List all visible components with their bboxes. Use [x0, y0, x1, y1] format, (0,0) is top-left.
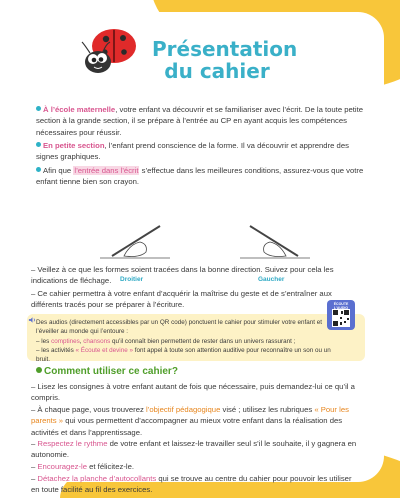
usage-item-1: – Lisez les consignes à votre enfant autant de fois que nécessaire, puis demandez-lui ce qu’il a compris.	[31, 382, 355, 403]
dash-item-2: – Ce cahier permettra à votre enfant d’acquérir la maîtrise du geste et de s’entraîner aux différents tracés pour se préparer à l’écriture.	[31, 289, 332, 310]
right-hand-diagram	[100, 220, 170, 270]
audio-listen: – les activités « Écoute et devine » font appel à toute son attention auditive pour reconnaître un son ou un bruit.	[36, 346, 331, 364]
ladybug-icon	[78, 22, 140, 80]
intro-item-2: En petite section, l’enfant prend conscience de la forme. Il va découvrir et apprendre des signes graphiques.	[36, 141, 349, 162]
qr-label: ÉCOUTE L'AUDIO	[333, 302, 349, 310]
usage-item-3: – Respectez le rythme de votre enfant et laissez-le travailler seul s’il le souhaite, il y gagnera en autonomie.	[31, 439, 357, 460]
bullet-icon	[36, 142, 41, 147]
dash-item-1: – Veillez à ce que les formes soient tracées dans la bonne direction. Suivez pour cela les indications de fléchage.	[31, 265, 334, 286]
page-title: Présentation du cahier	[152, 37, 298, 83]
audio-text	[36, 318, 336, 364]
section-heading-usage: Comment utiliser ce cahier?	[36, 366, 178, 377]
usage-item-4: – Encouragez-le et félicitez-le.	[31, 462, 134, 471]
audio-songs: – les comptines, chansons qu’il connaît bien permettent de rester dans un univers rassurant ;	[36, 337, 296, 345]
bullet-icon	[36, 167, 41, 172]
label-left-handed: Gaucher	[258, 276, 285, 283]
qr-code-badge[interactable]	[327, 300, 355, 330]
audio-intro: Des audios (directement accessibles par un QR code) ponctuent le cahier pour stimuler votre enfant et l’éveiller au monde qui l’entoure :	[36, 319, 322, 336]
label-right-handed: Droitier	[120, 276, 144, 283]
bullet-icon	[36, 367, 42, 373]
bullet-icon	[36, 106, 41, 111]
qr-code-icon	[332, 309, 350, 327]
intro-item-1: À l’école maternelle, votre enfant va découvrir et se familiariser avec l’écrit. De la toute petite section à la grande section, il se prépare à l’entrée au CP en ayant acquis les compétences nécessaires pour réussir.	[36, 105, 364, 137]
usage-item-2: – À chaque page, vous trouverez l’objectif pédagogique visé ; utilisez les rubriques « Pour les parents » qui vous permettent d’accompagner au mieux votre enfant dans la réalisation des activités et dans l’apprentissage.	[31, 405, 349, 437]
intro-item-3: Afin que l’entrée dans l’écrit s’effectue dans les meilleures conditions, assurez-vous que votre enfant tienne bien son crayon.	[36, 166, 364, 187]
usage-item-5: – Détachez la planche d’autocollants qui se trouve au centre du cahier pour pouvoir les utiliser en toute facilité au fil des exercices.	[31, 474, 352, 495]
left-hand-diagram	[240, 220, 310, 270]
